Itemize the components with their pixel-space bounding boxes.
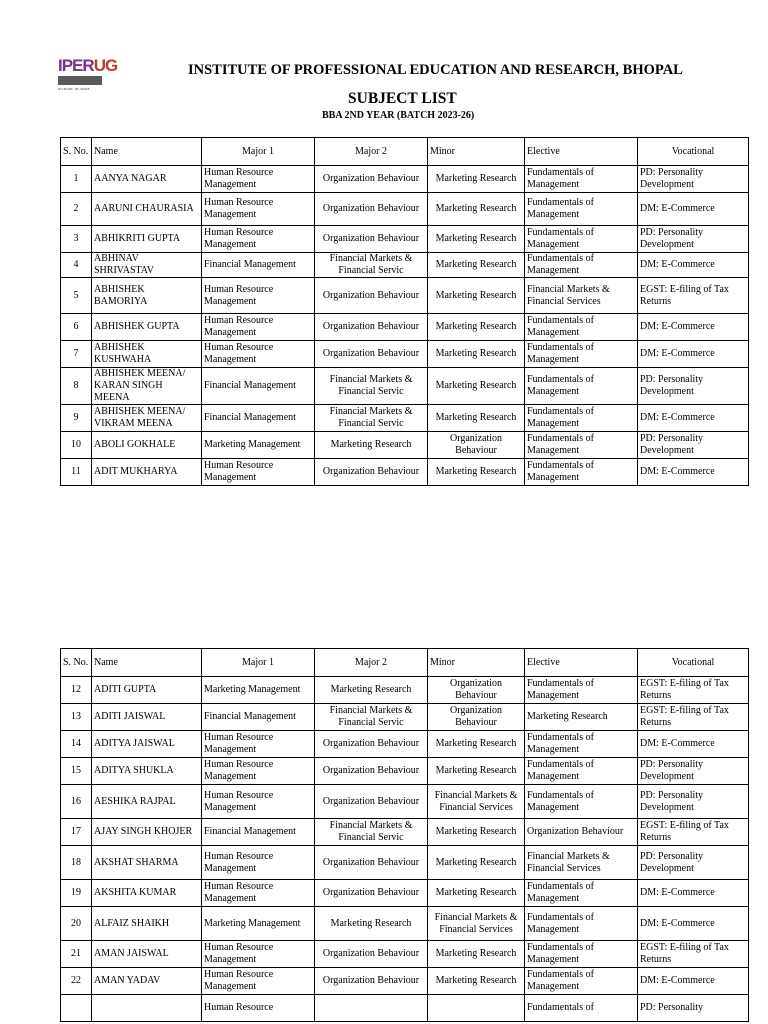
table-row [61,253,749,278]
cell-vocational: PD: Personality Development [638,785,749,819]
cell-elective: Fundamentals of Management [525,368,638,405]
cell-elective: Fundamentals of Management [525,314,638,341]
cell-vocational: PD: Personality Development [638,432,749,459]
cell-major2: Marketing Research [315,677,428,704]
table-row [61,341,749,368]
cell-sno: 13 [61,704,92,731]
cell-sno: 22 [61,968,92,995]
table-row [61,704,749,731]
batch-subtitle: BBA 2ND YEAR (BATCH 2023-26) [322,110,475,121]
cell-major1: Human Resource [202,995,315,1022]
cell-sno: 2 [61,193,92,226]
cell-minor: Marketing Research [428,758,525,785]
cell-major2: Organization Behaviour [315,758,428,785]
table-row [61,226,749,253]
cell-elective: Fundamentals of Management [525,193,638,226]
cell-minor: Financial Markets & Financial Services [428,907,525,941]
column-header-major2: Major 2 [315,649,428,677]
cell-vocational: DM: E-Commerce [638,314,749,341]
page-title: SUBJECT LIST [348,90,457,107]
cell-major2 [315,995,428,1022]
cell-major1: Marketing Management [202,907,315,941]
cell-vocational: PD: Personality [638,995,749,1022]
cell-elective: Fundamentals of Management [525,341,638,368]
cell-minor: Marketing Research [428,941,525,968]
cell-major2: Financial Markets & Financial Servic [315,368,428,405]
table-row [61,785,749,819]
cell-elective: Fundamentals of [525,995,638,1022]
cell-sno [61,995,92,1022]
cell-major1: Human Resource Management [202,166,315,193]
cell-vocational: EGST: E-filing of Tax Returns [638,677,749,704]
table-row [61,880,749,907]
column-header-major2: Major 2 [315,138,428,166]
cell-major1: Human Resource Management [202,314,315,341]
cell-major2: Financial Markets & Financial Servic [315,704,428,731]
table-row [61,314,749,341]
cell-elective: Fundamentals of Management [525,907,638,941]
cell-sno: 9 [61,405,92,432]
table-row [61,846,749,880]
table-row [61,368,749,405]
column-header-major1: Major 1 [202,138,315,166]
cell-elective: Fundamentals of Management [525,731,638,758]
cell-major1: Financial Management [202,253,315,278]
cell-minor: Marketing Research [428,405,525,432]
cell-minor: Marketing Research [428,314,525,341]
cell-vocational: DM: E-Commerce [638,341,749,368]
cell-elective: Fundamentals of Management [525,677,638,704]
cell-name [92,995,202,1022]
cell-vocational: PD: Personality Development [638,226,749,253]
cell-major2: Organization Behaviour [315,314,428,341]
cell-sno: 15 [61,758,92,785]
cell-major2: Organization Behaviour [315,731,428,758]
column-header-elective: Elective [525,649,638,677]
column-header-name: Name [92,138,202,166]
cell-elective: Fundamentals of Management [525,785,638,819]
cell-major1: Marketing Management [202,432,315,459]
cell-major1: Human Resource Management [202,278,315,314]
table-row [61,907,749,941]
cell-elective: Fundamentals of Management [525,253,638,278]
cell-minor: Marketing Research [428,968,525,995]
cell-elective: Fundamentals of Management [525,166,638,193]
cell-minor: Marketing Research [428,819,525,846]
logo-bar [58,76,102,85]
cell-vocational: DM: E-Commerce [638,193,749,226]
cell-elective: Financial Markets & Financial Services [525,846,638,880]
cell-major1: Human Resource Management [202,341,315,368]
cell-major2: Organization Behaviour [315,193,428,226]
cell-major2: Financial Markets & Financial Servic [315,819,428,846]
cell-sno: 18 [61,846,92,880]
cell-minor: Marketing Research [428,880,525,907]
table-row [61,166,749,193]
cell-elective: Fundamentals of Management [525,941,638,968]
cell-vocational: PD: Personality Development [638,758,749,785]
table-row [61,995,749,1022]
cell-name: AESHIKA RAJPAL [92,785,202,819]
cell-vocational: DM: E-Commerce [638,907,749,941]
cell-vocational: EGST: E-filing of Tax Returns [638,278,749,314]
cell-major1: Financial Management [202,405,315,432]
cell-name: AKSHAT SHARMA [92,846,202,880]
logo-tagline: DO MORE. BE MORE. [58,87,91,91]
column-header-vocational: Vocational [638,649,749,677]
cell-sno: 4 [61,253,92,278]
table-row [61,405,749,432]
cell-minor: Marketing Research [428,368,525,405]
cell-sno: 5 [61,278,92,314]
cell-name: AARUNI CHAURASIA [92,193,202,226]
cell-major1: Human Resource Management [202,459,315,486]
column-header-vocational: Vocational [638,138,749,166]
cell-minor: Marketing Research [428,166,525,193]
cell-major2: Organization Behaviour [315,278,428,314]
table-row [61,731,749,758]
cell-sno: 6 [61,314,92,341]
cell-elective: Fundamentals of Management [525,880,638,907]
cell-sno: 1 [61,166,92,193]
cell-minor: Marketing Research [428,253,525,278]
cell-name: ADITI GUPTA [92,677,202,704]
subject-table-1 [60,137,749,486]
cell-name: AMAN JAISWAL [92,941,202,968]
cell-sno: 3 [61,226,92,253]
cell-elective: Fundamentals of Management [525,432,638,459]
cell-major1: Human Resource Management [202,880,315,907]
cell-minor: Marketing Research [428,459,525,486]
cell-major1: Human Resource Management [202,846,315,880]
cell-minor: Financial Markets & Financial Services [428,785,525,819]
cell-name: ABHINAV SHRIVASTAV [92,253,202,278]
cell-minor: Organization Behaviour [428,677,525,704]
cell-vocational: PD: Personality Development [638,368,749,405]
institute-logo [58,56,118,101]
column-header-name: Name [92,649,202,677]
cell-name: AJAY SINGH KHOJER [92,819,202,846]
cell-minor: Marketing Research [428,226,525,253]
cell-vocational: DM: E-Commerce [638,405,749,432]
column-header-sno: S. No. [61,649,92,677]
cell-minor: Marketing Research [428,846,525,880]
logo-wordmark: IPERUG [58,56,118,75]
cell-name: ADITI JAISWAL [92,704,202,731]
cell-major2: Marketing Research [315,907,428,941]
cell-major2: Organization Behaviour [315,880,428,907]
table-row [61,968,749,995]
cell-elective: Organization Behaviour [525,819,638,846]
cell-minor: Marketing Research [428,278,525,314]
cell-sno: 20 [61,907,92,941]
cell-major1: Financial Management [202,819,315,846]
cell-sno: 7 [61,341,92,368]
cell-vocational: EGST: E-filing of Tax Returns [638,941,749,968]
cell-elective: Marketing Research [525,704,638,731]
cell-sno: 11 [61,459,92,486]
cell-vocational: DM: E-Commerce [638,459,749,486]
institute-title: INSTITUTE OF PROFESSIONAL EDUCATION AND RESEARCH, BHOPAL [188,62,683,78]
cell-name: ABHISHEK KUSHWAHA [92,341,202,368]
cell-name: AMAN YADAV [92,968,202,995]
cell-name: ABHISHEK BAMORIYA [92,278,202,314]
cell-major2: Financial Markets & Financial Servic [315,405,428,432]
column-header-major1: Major 1 [202,649,315,677]
cell-name: ADITYA JAISWAL [92,731,202,758]
cell-name: AKSHITA KUMAR [92,880,202,907]
cell-vocational: PD: Personality Development [638,846,749,880]
cell-minor: Marketing Research [428,341,525,368]
cell-major2: Organization Behaviour [315,166,428,193]
cell-sno: 21 [61,941,92,968]
cell-major1: Marketing Management [202,677,315,704]
cell-minor: Organization Behaviour [428,704,525,731]
cell-vocational: PD: Personality Development [638,166,749,193]
cell-elective: Fundamentals of Management [525,758,638,785]
table-header-row [61,649,749,677]
table-row [61,432,749,459]
cell-sno: 12 [61,677,92,704]
cell-name: ABOLI GOKHALE [92,432,202,459]
cell-major2: Organization Behaviour [315,846,428,880]
cell-elective: Fundamentals of Management [525,459,638,486]
cell-major2: Organization Behaviour [315,226,428,253]
cell-name: ALFAIZ SHAIKH [92,907,202,941]
cell-major1: Financial Management [202,368,315,405]
cell-name: ABHISHEK GUPTA [92,314,202,341]
cell-major1: Human Resource Management [202,193,315,226]
subject-table-2 [60,648,749,1022]
cell-sno: 14 [61,731,92,758]
column-header-elective: Elective [525,138,638,166]
cell-sno: 8 [61,368,92,405]
column-header-minor: Minor [428,649,525,677]
cell-vocational: EGST: E-filing of Tax Returns [638,704,749,731]
cell-vocational: DM: E-Commerce [638,968,749,995]
table-row [61,677,749,704]
cell-major2: Marketing Research [315,432,428,459]
cell-major2: Organization Behaviour [315,941,428,968]
cell-major1: Financial Management [202,704,315,731]
cell-major2: Organization Behaviour [315,785,428,819]
cell-minor [428,995,525,1022]
column-header-minor: Minor [428,138,525,166]
cell-major2: Organization Behaviour [315,968,428,995]
table-row [61,278,749,314]
cell-major1: Human Resource Management [202,941,315,968]
cell-elective: Fundamentals of Management [525,968,638,995]
table-row [61,758,749,785]
cell-sno: 16 [61,785,92,819]
cell-minor: Marketing Research [428,193,525,226]
cell-elective: Fundamentals of Management [525,405,638,432]
cell-major2: Financial Markets & Financial Servic [315,253,428,278]
cell-major2: Organization Behaviour [315,459,428,486]
table-header-row [61,138,749,166]
cell-name: ABHISHEK MEENA/ KARAN SINGH MEENA [92,368,202,405]
cell-vocational: DM: E-Commerce [638,880,749,907]
cell-vocational: EGST: E-filing of Tax Returns [638,819,749,846]
cell-major1: Human Resource Management [202,758,315,785]
cell-major1: Human Resource Management [202,785,315,819]
cell-vocational: DM: E-Commerce [638,731,749,758]
cell-major1: Human Resource Management [202,968,315,995]
cell-minor: Organization Behaviour [428,432,525,459]
column-header-sno: S. No. [61,138,92,166]
table-row [61,941,749,968]
cell-major1: Human Resource Management [202,226,315,253]
cell-name: ABHIKRITI GUPTA [92,226,202,253]
table-row [61,459,749,486]
cell-sno: 19 [61,880,92,907]
table-row [61,193,749,226]
cell-name: AANYA NAGAR [92,166,202,193]
cell-major1: Human Resource Management [202,731,315,758]
cell-minor: Marketing Research [428,731,525,758]
cell-elective: Fundamentals of Management [525,226,638,253]
cell-name: ADIT MUKHARYA [92,459,202,486]
cell-elective: Financial Markets & Financial Services [525,278,638,314]
cell-name: ABHISHEK MEENA/ VIKRAM MEENA [92,405,202,432]
cell-vocational: DM: E-Commerce [638,253,749,278]
cell-sno: 17 [61,819,92,846]
cell-major2: Organization Behaviour [315,341,428,368]
table-row [61,819,749,846]
cell-name: ADITYA SHUKLA [92,758,202,785]
cell-sno: 10 [61,432,92,459]
